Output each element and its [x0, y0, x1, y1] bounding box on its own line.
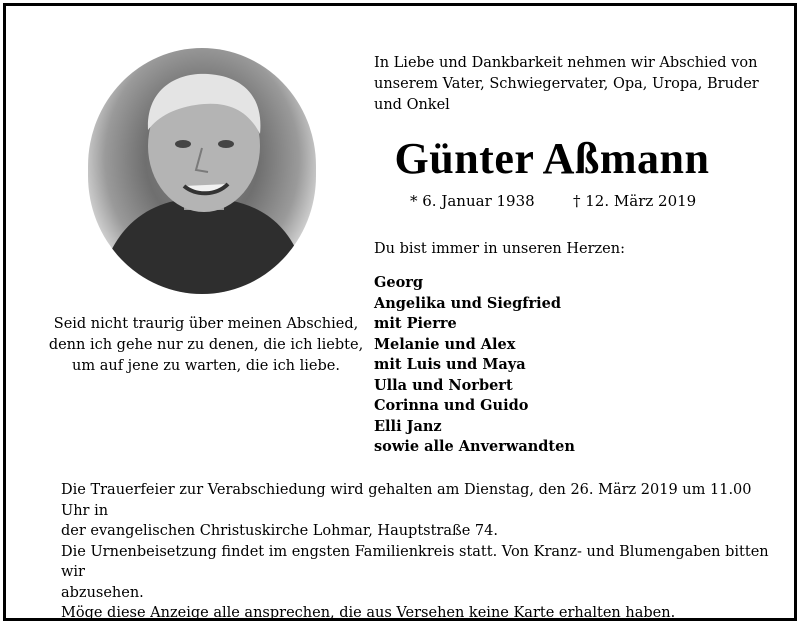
- list-item: Ulla und Norbert: [374, 376, 513, 394]
- intro-line: und Onkel: [374, 97, 450, 113]
- list-item: Corinna und Guido: [374, 397, 529, 414]
- portrait-photo: [88, 48, 316, 294]
- intro-line: unserem Vater, Schwiegervater, Opa, Uropa, Bruder: [374, 76, 759, 92]
- family-list: [374, 273, 575, 458]
- service-line: Die Trauerfeier zur Verabschiedung wird gehalten am Dienstag, den 26. März 2019 um 11.00 Uhr in: [61, 482, 752, 519]
- service-line: abzusehen.: [61, 584, 144, 601]
- service-line: Die Urnenbeisetzung findet im engsten Familienkreis statt. Von Kranz- und Blumengaben bitten wir: [61, 543, 769, 580]
- service-line: Möge diese Anzeige alle ansprechen, die aus Versehen keine Karte erhalten haben.: [61, 605, 676, 621]
- list-item: Georg: [374, 274, 424, 291]
- list-item: Elli Janz: [374, 417, 442, 435]
- service-line: der evangelischen Christuskirche Lohmar, Hauptstraße 74.: [61, 523, 498, 539]
- intro-line: In Liebe und Dankbarkeit nehmen wir Abschied von: [374, 55, 758, 71]
- list-item: Angelika und Siegfried: [374, 294, 562, 312]
- quote-line: Seid nicht traurig über meinen Abschied,: [53, 316, 359, 332]
- farewell-quote: [36, 314, 376, 377]
- list-item: Melanie und Alex: [374, 335, 516, 353]
- portrait-icon: [88, 48, 316, 294]
- obituary-card: [3, 3, 797, 621]
- quote-line: denn ich gehe nur zu denen, die ich liebte,: [48, 337, 364, 353]
- list-item: mit Pierre: [374, 315, 457, 332]
- list-item: mit Luis und Maya: [374, 356, 526, 373]
- quote-line: um auf jene zu warten, die ich liebe.: [72, 358, 340, 374]
- service-details: [61, 480, 781, 624]
- death-date: † 12. März 2019: [573, 192, 697, 210]
- deceased-name: Günter Aßmann: [394, 134, 710, 183]
- intro-text: [374, 53, 764, 116]
- heart-line: Du bist immer in unseren Herzen:: [374, 241, 625, 257]
- list-item: sowie alle Anverwandten: [374, 438, 575, 455]
- birth-date: * 6. Januar 1938: [410, 192, 535, 210]
